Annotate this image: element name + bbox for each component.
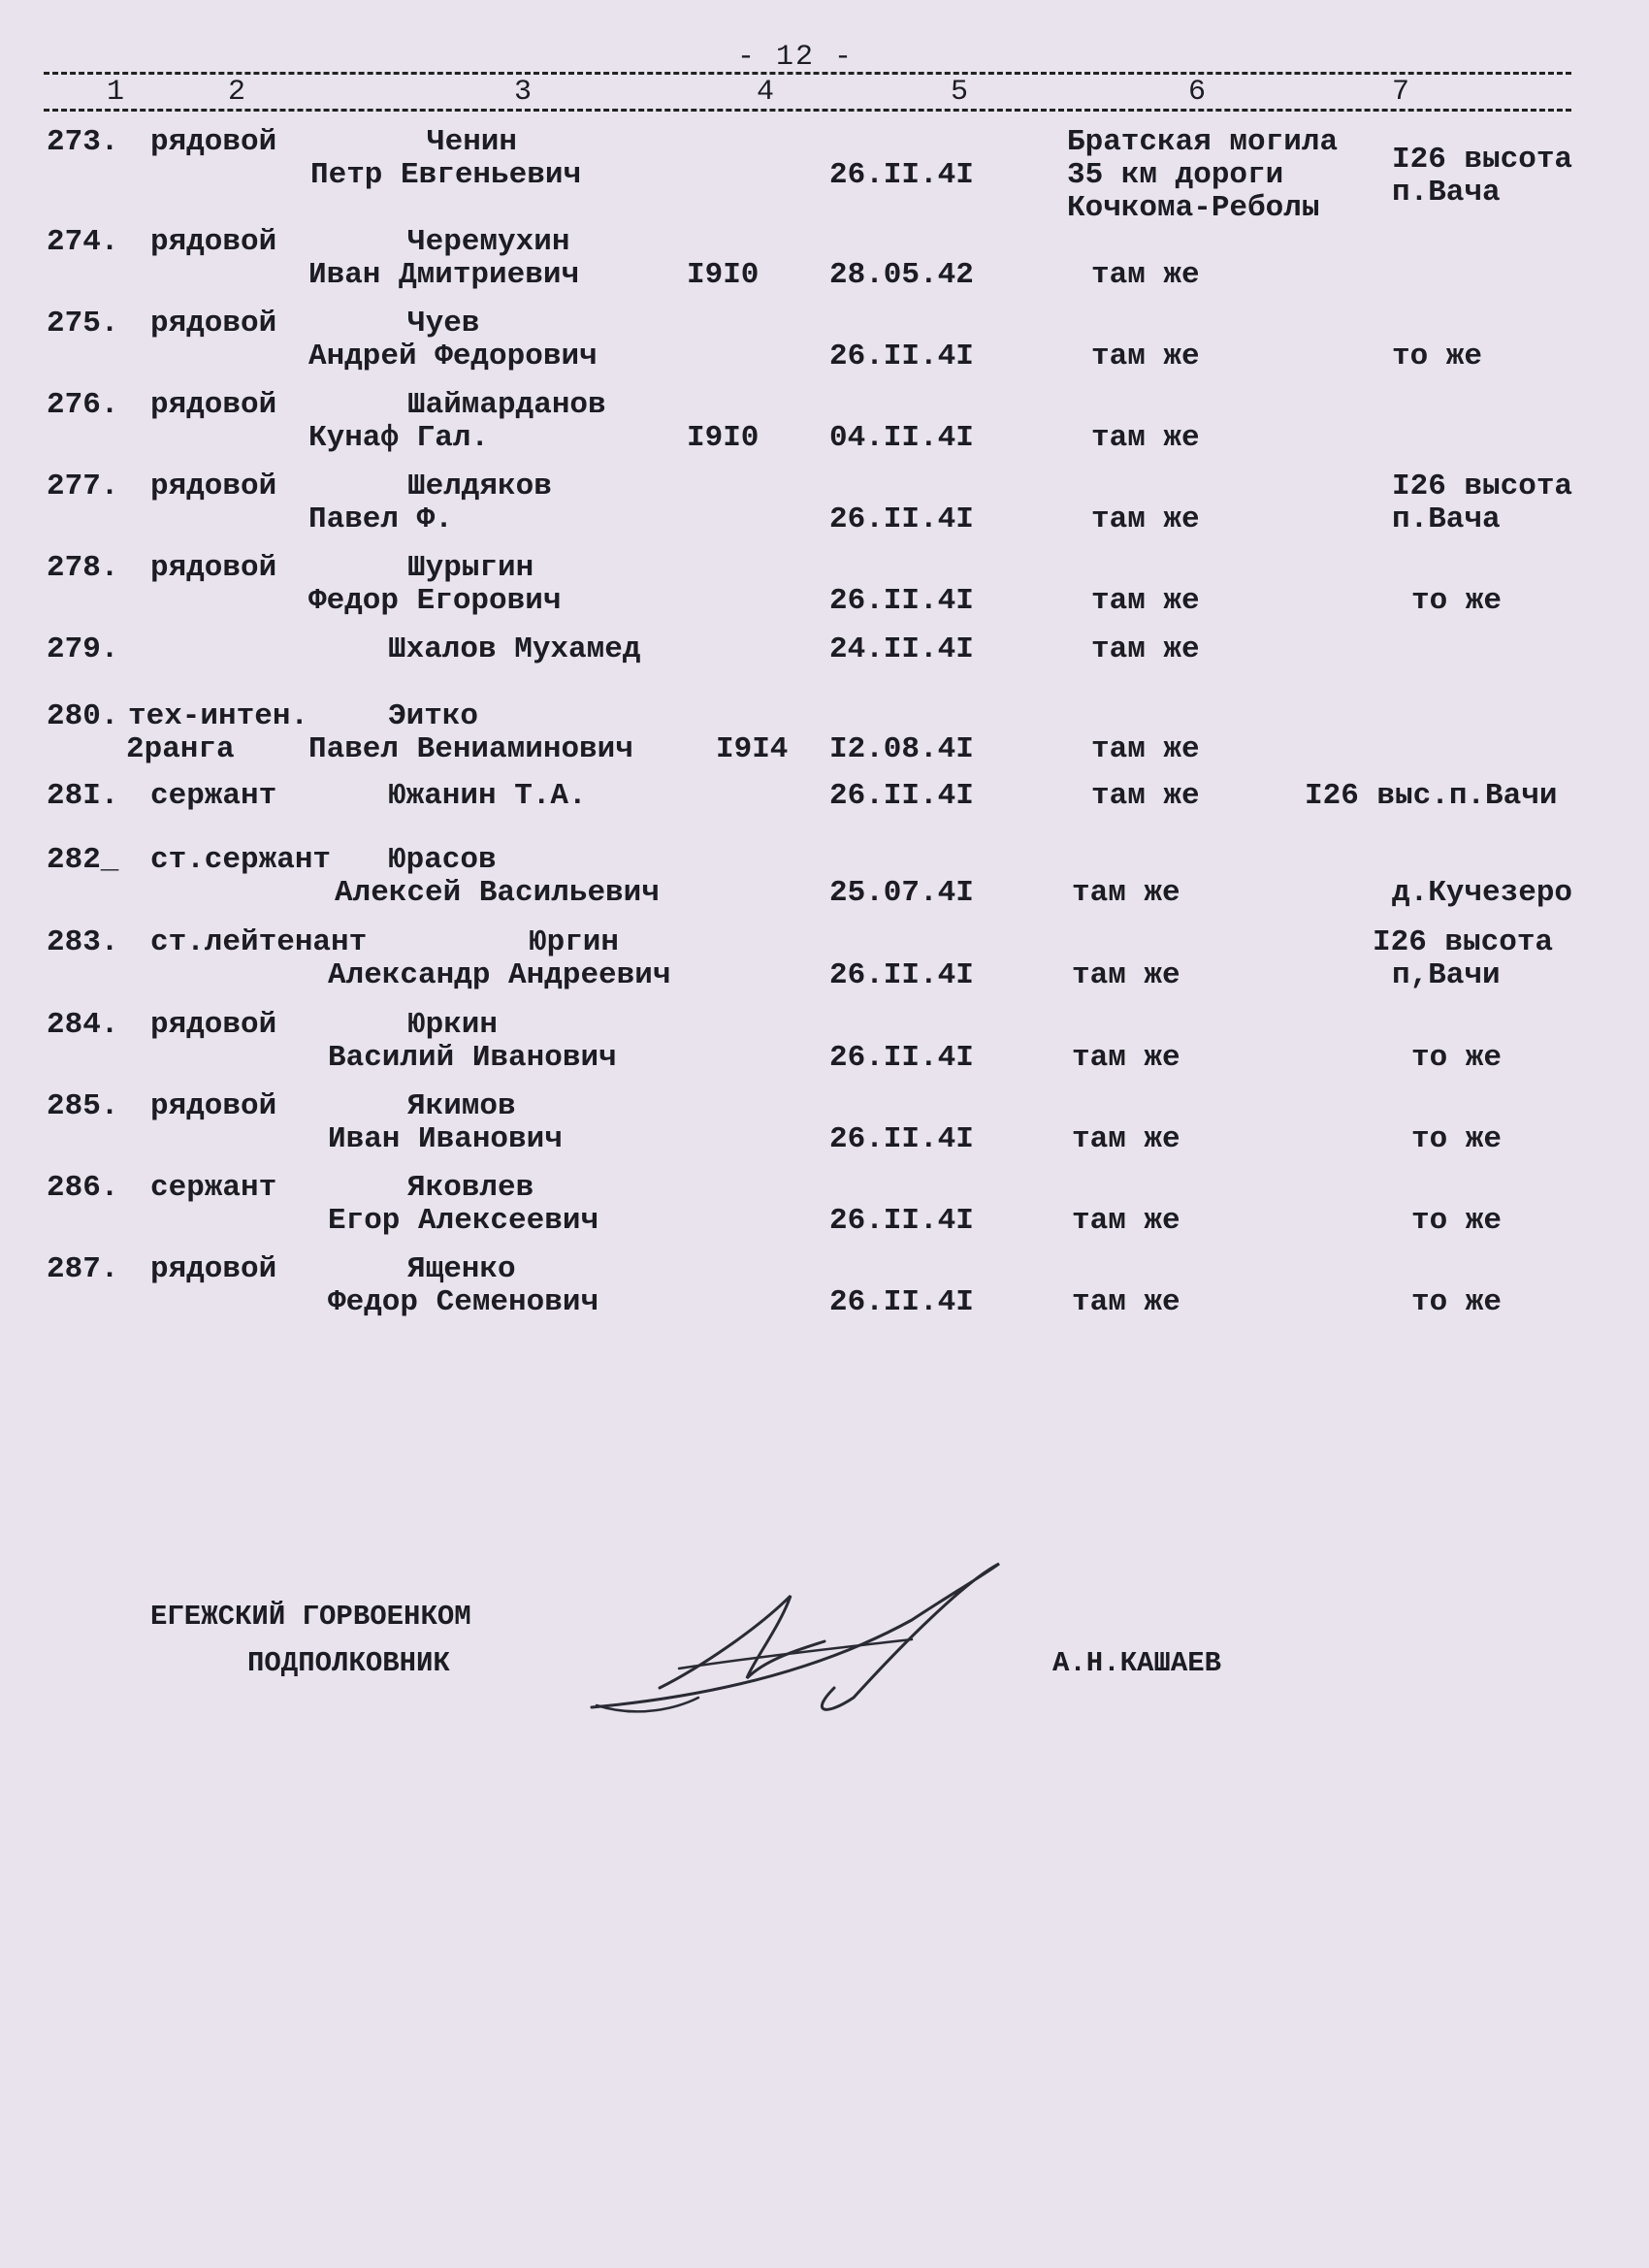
entry-number: 282_ xyxy=(47,843,119,877)
entry-surname: Черемухин xyxy=(407,225,570,259)
entry-date: 26.II.4I xyxy=(829,958,974,992)
entry-place: то же xyxy=(1411,1285,1503,1319)
entry-date: 26.II.4I xyxy=(829,1122,974,1156)
entry-name: Кунаф Гал. xyxy=(308,421,490,455)
entry-name: Павел Ф. xyxy=(308,502,453,536)
entry-place: I26 выс.п.Вачи xyxy=(1305,779,1558,813)
entry-place: то же xyxy=(1411,1041,1503,1075)
entry-surname: Шурыгин xyxy=(407,551,534,585)
entry-number: 274. xyxy=(47,225,119,259)
entry-surname: Ященко xyxy=(407,1252,516,1286)
signer-name: А.Н.КАШАЕВ xyxy=(1052,1647,1222,1679)
entry-name: Егор Алексеевич xyxy=(328,1204,599,1238)
entry-burial: Братская могила xyxy=(1067,125,1339,159)
entry-number: 285. xyxy=(47,1089,119,1123)
entry-surname: Шхалов Мухамед xyxy=(388,632,641,666)
entry-date: 26.II.4I xyxy=(829,779,974,813)
entry-surname: Южанин Т.А. xyxy=(388,779,587,813)
entry-date: 26.II.4I xyxy=(829,1204,974,1238)
signer-rank: ПОДПОЛКОВНИК xyxy=(247,1647,450,1679)
entry-number: 283. xyxy=(47,925,119,959)
entry-rank: рядовой xyxy=(150,388,277,422)
entry-surname: Чуев xyxy=(407,307,480,340)
entry-burial: там же xyxy=(1072,1285,1180,1319)
entry-rank-line-2: 2ранга xyxy=(126,732,235,766)
entry-surname: Юрасов xyxy=(388,843,497,877)
commissariat-title: ЕГЕЖСКИЙ ГОРВОЕНКОМ xyxy=(150,1601,471,1633)
entry-number: 280. xyxy=(47,699,119,733)
entry-name: Иван Иванович xyxy=(328,1122,563,1156)
entry-rank: сержант xyxy=(150,1171,277,1205)
entry-burial: Кочкома-Реболы xyxy=(1067,191,1320,225)
column-header-4: 4 xyxy=(757,76,775,109)
entry-burial: там же xyxy=(1091,584,1200,618)
entry-name: Петр Евгеньевич xyxy=(310,158,582,192)
entry-rank: сержант xyxy=(150,779,277,813)
entry-name: Павел Вениаминович xyxy=(308,732,633,766)
column-header-7: 7 xyxy=(1392,76,1410,109)
entry-number: 275. xyxy=(47,307,119,340)
entry-number: 279. xyxy=(47,632,119,666)
entry-number: 278. xyxy=(47,551,119,585)
entry-name: Иван Дмитриевич xyxy=(308,258,580,292)
entry-number: 287. xyxy=(47,1252,119,1286)
entry-burial: там же xyxy=(1091,258,1200,292)
entry-date: 26.II.4I xyxy=(829,502,974,536)
column-header-1: 1 xyxy=(107,76,125,109)
entry-burial: там же xyxy=(1072,1122,1180,1156)
entry-burial: 35 км дороги xyxy=(1067,158,1284,192)
entry-burial: там же xyxy=(1072,958,1180,992)
entry-place: I26 высота xyxy=(1392,143,1573,177)
entry-year: I9I0 xyxy=(687,421,760,455)
entry-place: то же xyxy=(1392,340,1483,373)
entry-surname: Эитко xyxy=(388,699,479,733)
entry-name: Андрей Федорович xyxy=(308,340,598,373)
entry-rank: рядовой xyxy=(150,307,277,340)
entry-date: 26.II.4I xyxy=(829,584,974,618)
entry-rank: тех-интен. xyxy=(128,699,309,733)
entry-year: I9I4 xyxy=(716,732,789,766)
header-top-rule xyxy=(44,72,1571,75)
entry-rank: ст.лейтенант xyxy=(150,925,368,959)
entry-place: п.Вача xyxy=(1392,176,1501,210)
entry-number: 276. xyxy=(47,388,119,422)
column-header-2: 2 xyxy=(228,76,246,109)
entry-surname: Юркин xyxy=(407,1008,499,1042)
entry-place: то же xyxy=(1411,1204,1503,1238)
entry-rank: рядовой xyxy=(150,1008,277,1042)
entry-rank: рядовой xyxy=(150,125,277,159)
entry-burial: там же xyxy=(1091,502,1200,536)
entry-burial: там же xyxy=(1072,1204,1180,1238)
entry-surname: Якимов xyxy=(407,1089,516,1123)
entry-place: п.Вача xyxy=(1392,502,1501,536)
entry-number: 273. xyxy=(47,125,119,159)
entry-burial: там же xyxy=(1091,421,1200,455)
entry-date: 26.II.4I xyxy=(829,1041,974,1075)
entry-rank: рядовой xyxy=(150,1089,277,1123)
entry-date: 26.II.4I xyxy=(829,340,974,373)
entry-rank: рядовой xyxy=(150,470,277,503)
entry-number: 28I. xyxy=(47,779,119,813)
entry-burial: там же xyxy=(1091,732,1200,766)
entry-place: I26 высота xyxy=(1392,470,1573,503)
column-header-5: 5 xyxy=(951,76,969,109)
entry-name: Александр Андреевич xyxy=(328,958,671,992)
entry-rank: рядовой xyxy=(150,1252,277,1286)
entry-place: то же xyxy=(1411,584,1503,618)
entry-date: 26.II.4I xyxy=(829,158,974,192)
column-header-6: 6 xyxy=(1188,76,1207,109)
entry-number: 284. xyxy=(47,1008,119,1042)
entry-rank: рядовой xyxy=(150,551,277,585)
entry-rank: рядовой xyxy=(150,225,277,259)
handwritten-signature xyxy=(582,1552,1018,1727)
entry-name: Федор Семенович xyxy=(328,1285,599,1319)
column-header-3: 3 xyxy=(514,76,533,109)
entry-burial: там же xyxy=(1072,1041,1180,1075)
entry-burial: там же xyxy=(1091,340,1200,373)
entry-surname: Ченин xyxy=(427,125,518,159)
entry-surname: Шелдяков xyxy=(407,470,552,503)
entry-name: Алексей Васильевич xyxy=(335,876,660,910)
entry-date: 25.07.4I xyxy=(829,876,974,910)
entry-date: I2.08.4I xyxy=(829,732,974,766)
entry-surname: Яковлев xyxy=(407,1171,534,1205)
entry-burial: там же xyxy=(1091,632,1200,666)
entry-date: 24.II.4I xyxy=(829,632,974,666)
entry-rank: ст.сержант xyxy=(150,843,332,877)
entry-date: 28.05.42 xyxy=(829,258,974,292)
entry-place: то же xyxy=(1411,1122,1503,1156)
header-bottom-rule xyxy=(44,109,1571,112)
entry-place: I26 высота xyxy=(1373,925,1554,959)
entry-surname: Шаймарданов xyxy=(407,388,606,422)
entry-number: 277. xyxy=(47,470,119,503)
entry-place: д.Кучезеро xyxy=(1392,876,1573,910)
entry-burial: там же xyxy=(1072,876,1180,910)
entry-number: 286. xyxy=(47,1171,119,1205)
entry-name: Василий Иванович xyxy=(328,1041,617,1075)
entry-place: п,Вачи xyxy=(1392,958,1501,992)
entry-burial: там же xyxy=(1091,779,1200,813)
entry-name: Федор Егорович xyxy=(308,584,562,618)
entry-year: I9I0 xyxy=(687,258,760,292)
entry-date: 26.II.4I xyxy=(829,1285,974,1319)
entry-surname: Юргин xyxy=(529,925,620,959)
page-number: - 12 - xyxy=(737,41,855,74)
entry-date: 04.II.4I xyxy=(829,421,974,455)
